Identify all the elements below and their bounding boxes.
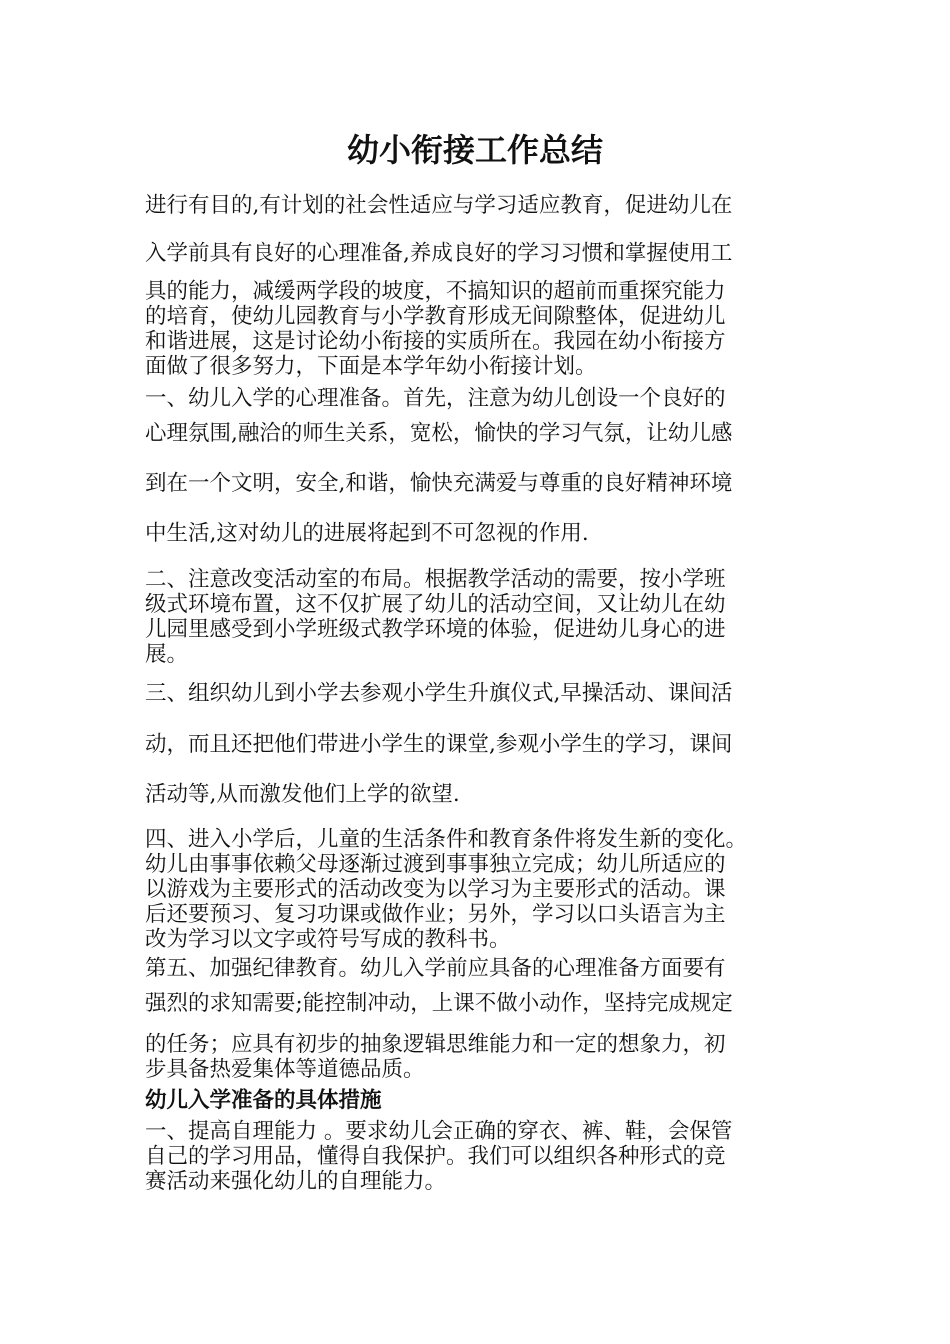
section2-line: 级式环境布置，这不仅扩展了幼儿的活动空间，又让幼儿在幼 bbox=[145, 592, 726, 617]
section5-line: 第五、加强纪律教育。幼儿入学前应具备的心理准备方面要有 bbox=[145, 956, 726, 981]
section1-line: 一、幼儿入学的心理准备。首先，注意为幼儿创设一个良好的 bbox=[145, 386, 726, 411]
document-title: 幼小衔接工作总结 bbox=[346, 131, 603, 169]
intro-line: 进行有目的,有计划的社会性适应与学习适应教育，促进幼儿在 bbox=[145, 193, 733, 218]
section4-line: 后还要预习、复习功课或做作业；另外，学习以口头语言为主 bbox=[145, 902, 726, 927]
section5-line: 步具备热爱集体等道德品质。 bbox=[145, 1057, 425, 1082]
section1-line: 到在一个文明，安全,和谐，愉快充满爱与尊重的良好精神环境 bbox=[145, 471, 733, 496]
section4-line: 以游戏为主要形式的活动改变为以学习为主要形式的活动。课 bbox=[145, 877, 726, 902]
section5-line: 的任务；应具有初步的抽象逻辑思维能力和一定的想象力，初 bbox=[145, 1032, 726, 1057]
intro-line: 入学前具有良好的心理准备,养成良好的学习习惯和掌握使用工 bbox=[145, 241, 733, 266]
section1-line: 心理氛围,融洽的师生关系，宽松，愉快的学习气氛，让幼儿感 bbox=[145, 421, 733, 446]
section2-line: 展。 bbox=[145, 642, 189, 667]
measure1-line: 赛活动来强化幼儿的自理能力。 bbox=[145, 1169, 447, 1194]
intro-line: 面做了很多努力，下面是本学年幼小衔接计划。 bbox=[145, 354, 597, 379]
section3-line: 活动等,从而激发他们上学的欲望. bbox=[145, 782, 460, 807]
intro-line: 的培育，使幼儿园教育与小学教育形成无间隙整体，促进幼儿 bbox=[145, 304, 726, 329]
measure1-line: 自己的学习用品，懂得自我保护。我们可以组织各种形式的竞 bbox=[145, 1144, 726, 1169]
section4-line: 改为学习以文字或符号写成的教科书。 bbox=[145, 927, 511, 952]
section1-line: 中生活,这对幼儿的进展将起到不可忽视的作用. bbox=[145, 521, 589, 546]
intro-line: 和谐进展，这是讨论幼小衔接的实质所在。我园在幼小衔接方 bbox=[145, 329, 726, 354]
section3-line: 动，而且还把他们带进小学生的课堂,参观小学生的学习，课间 bbox=[145, 732, 733, 757]
section4-line: 四、进入小学后，儿童的生活条件和教育条件将发生新的变化。 bbox=[145, 827, 748, 852]
section3-line: 三、组织幼儿到小学去参观小学生升旗仪式,早操活动、课间活 bbox=[145, 681, 733, 706]
intro-line: 具的能力，减缓两学段的坡度，不搞知识的超前而重探究能力 bbox=[145, 279, 726, 304]
section5-line: 强烈的求知需要;能控制冲动，上课不做小动作，坚持完成规定 bbox=[145, 991, 733, 1016]
section-subheading: 幼儿入学准备的具体措施 bbox=[145, 1088, 382, 1113]
section4-line: 幼儿由事事依赖父母逐渐过渡到事事独立完成；幼儿所适应的 bbox=[145, 852, 726, 877]
section2-line: 儿园里感受到小学班级式教学环境的体验，促进幼儿身心的进 bbox=[145, 617, 726, 642]
measure1-line: 一、提高自理能力 。要求幼儿会正确的穿衣、裤、鞋，会保管 bbox=[145, 1119, 733, 1144]
section2-line: 二、注意改变活动室的布局。根据教学活动的需要，按小学班 bbox=[145, 567, 726, 592]
